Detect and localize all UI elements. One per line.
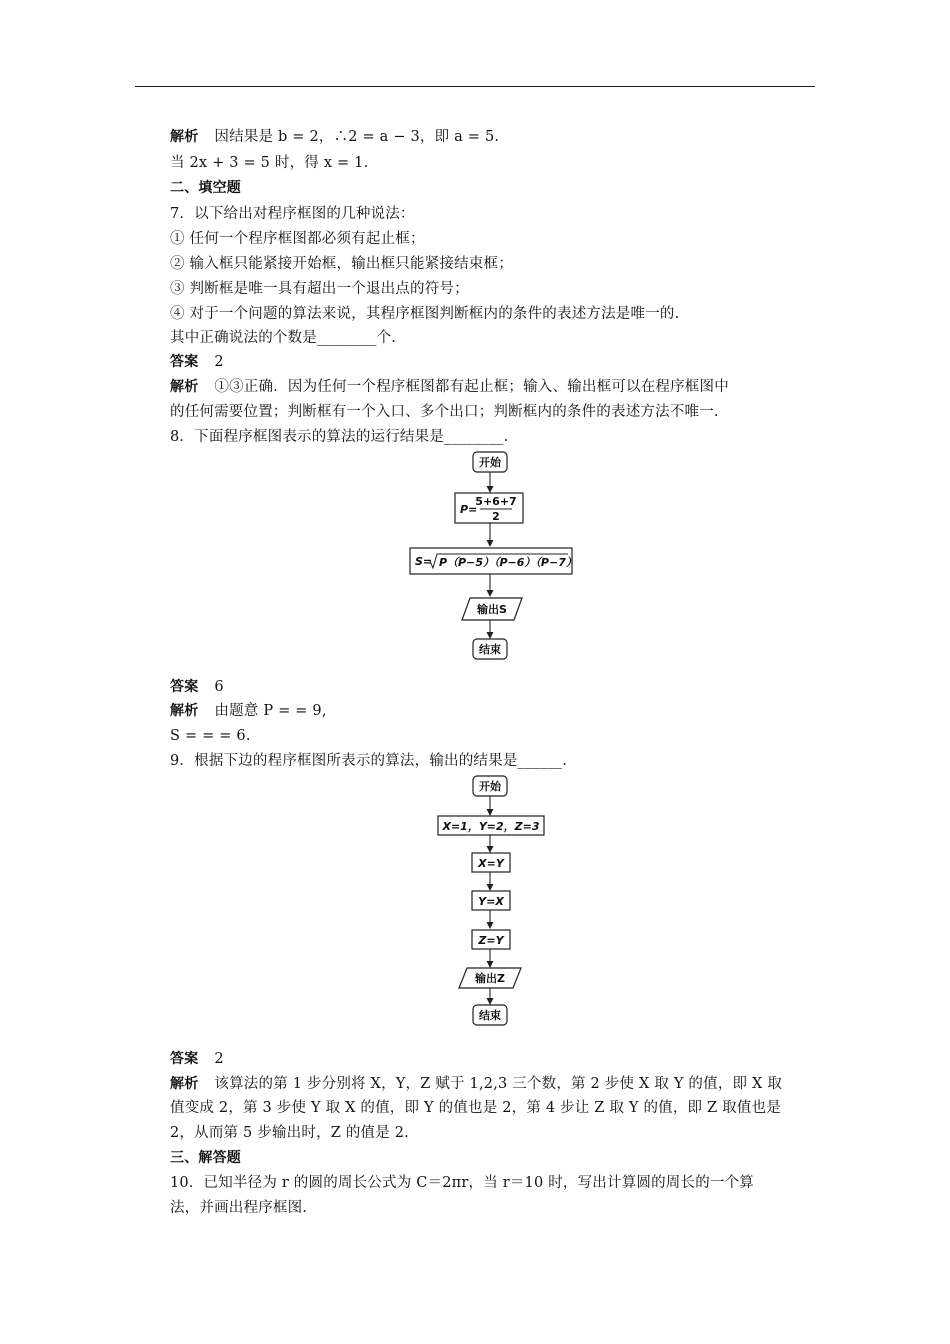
start-label: 开始	[479, 780, 501, 793]
step-x-label: X=Y	[478, 857, 504, 870]
analysis-text: 因结果是 b = 2，∴2 = a − 3，即 a = 5.	[214, 129, 500, 145]
question-7: 7．以下给出对程序框图的几种说法：	[170, 206, 415, 222]
end-label: 结束	[479, 643, 501, 656]
text-line: 值变成 2，第 3 步使 Y 取 X 的值，即 Y 的值也是 2，第 4 步让 Z 取 Y 的值，即 Z 取值也是	[170, 1100, 781, 1116]
answer-value: 2	[214, 1051, 224, 1067]
question-10: 10．已知半径为 r 的圆的周长公式为 C＝2πr，当 r＝10 时，写出计算圆的周长的一个算	[170, 1175, 754, 1191]
question-9: 9．根据下边的程序框图所表示的算法，输出的结果是______.	[170, 753, 568, 769]
analysis-text: 由题意 P = = 9,	[214, 703, 327, 719]
analysis-label: 解析	[170, 379, 199, 395]
flowchart-q8	[400, 448, 580, 666]
question-prompt: 其中正确说法的个数是________个.	[170, 330, 397, 346]
text-line: 的任何需要位置；判断框有一个入口、多个出口；判断框内的条件的表述方法不唯一.	[170, 404, 719, 420]
analysis-label: 解析	[170, 1076, 199, 1092]
answer-line	[170, 676, 224, 698]
analysis-line	[170, 700, 327, 722]
output-label: 输出Z	[475, 972, 505, 985]
analysis-text: ①③正确．因为任何一个程序框图都有起止框；输入、输出框可以在程序框图中	[214, 379, 729, 395]
analysis-label: 解析	[170, 129, 199, 145]
statement-1: ① 任何一个程序框图都必须有起止框；	[170, 231, 425, 247]
text-line: 2，从而第 5 步输出时，Z 的值是 2.	[170, 1125, 409, 1141]
section-heading: 二、填空题	[170, 180, 241, 196]
flowchart-q9	[420, 772, 560, 1034]
text-line: S = = = 6.	[170, 728, 251, 744]
analysis-label: 解析	[170, 703, 199, 719]
start-label: 开始	[479, 456, 501, 469]
s-expression: P（P−5）（P−6）（P−7）	[439, 556, 577, 569]
statement-4: ④ 对于一个问题的算法来说，其程序框图判断框内的条件的表述方法是唯一的.	[170, 306, 680, 322]
p-lhs: P=	[460, 503, 478, 516]
answer-line	[170, 351, 224, 373]
p-numerator: 5+6+7	[475, 495, 517, 508]
answer-label: 答案	[170, 679, 199, 695]
p-denominator: 2	[492, 510, 500, 523]
answer-label: 答案	[170, 1051, 199, 1067]
section-heading: 三、解答题	[170, 1150, 241, 1166]
question-8: 8．下面程序框图表示的算法的运行结果是________.	[170, 429, 509, 445]
analysis-line	[170, 376, 729, 398]
statement-3: ③ 判断框是唯一具有超出一个退出点的符号；	[170, 281, 469, 297]
text-line: 当 2x + 3 = 5 时，得 x = 1.	[170, 155, 369, 171]
analysis-text: 该算法的第 1 步分别将 X，Y，Z 赋于 1,2,3 三个数，第 2 步使 X 取 Y 的值，即 X 取	[214, 1076, 783, 1092]
text-line	[170, 126, 499, 148]
analysis-line	[170, 1073, 782, 1095]
output-label: 输出S	[477, 603, 507, 616]
statement-2: ② 输入框只能紧接开始框，输出框只能紧接结束框；	[170, 256, 513, 272]
step-z-label: Z=Y	[478, 934, 504, 947]
end-label: 结束	[479, 1009, 501, 1022]
text-line: 法，并画出程序框图.	[170, 1200, 308, 1216]
answer-value: 2	[214, 354, 224, 370]
header-rule	[135, 86, 815, 87]
answer-line	[170, 1048, 224, 1070]
assign-label: X=1，Y=2，Z=3	[442, 820, 540, 833]
s-lhs: S=	[415, 555, 433, 568]
answer-label: 答案	[170, 354, 199, 370]
answer-value: 6	[214, 679, 224, 695]
step-y-label: Y=X	[478, 895, 504, 908]
